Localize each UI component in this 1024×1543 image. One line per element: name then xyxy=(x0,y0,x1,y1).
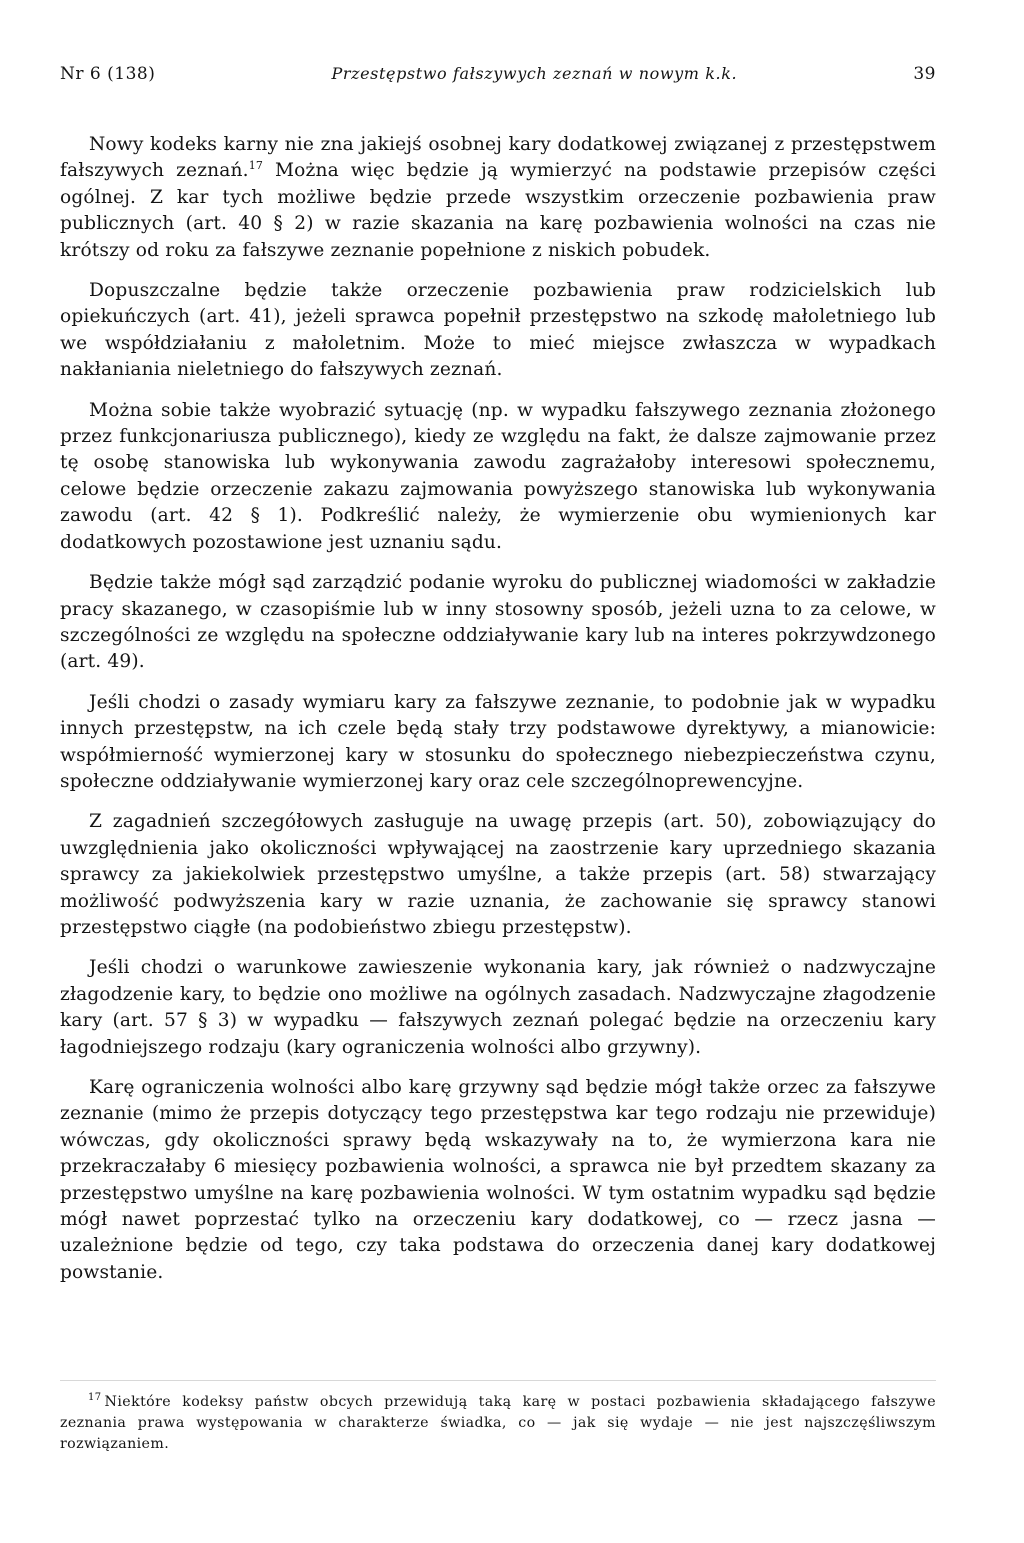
footnote-divider xyxy=(60,1380,936,1381)
footnote xyxy=(60,1392,936,1455)
running-header xyxy=(60,64,936,92)
paragraph-3: Można sobie także wyobrazić sytuację (np. w wypadku fałszywego zeznania złożonego przez funkcjonariusza publicznego), kiedy ze względu na fakt, że dalsze zajmowanie przez tę osobę stanowiska lub wykonywania zawodu zagrażałoby interesowi społecznemu, celowe będzie orzeczenie zakazu zajmowania powyższego stanowiska lub wykonywania zawodu (art. 42 § 1). Podkreślić należy, że wymierzenie obu wymienionych kar dodatkowych pozostawione jest uznaniu sądu. xyxy=(60,399,936,553)
article-body xyxy=(60,132,936,1286)
paragraph-8: Karę ograniczenia wolności albo karę grzywny sąd będzie mógł także orzec za fałszywe zeznanie (mimo że przepis dotyczący tego przestępstwa kar tego rodzaju nie przewiduje) wówczas, gdy okoliczności sprawy będą wskazywały na to, że wymierzona kara nie przekraczałaby 6 miesięcy pozbawienia wolności, a sprawca nie był przedtem skazany za przestępstwo umyślne na karę pozbawienia wolności. W tym ostatnim wypadku sąd będzie mógł nawet poprzestać tylko na orzeczeniu kary dodatkowej, co — rzecz jasna — uzależnione będzie od tego, czy taka podstawa do orzeczenia danej kary dodatkowej powstanie. xyxy=(60,1077,936,1283)
paragraph-2: Dopuszczalne będzie także orzeczenie pozbawienia praw rodzicielskich lub opiekuńczych (art. 41), jeżeli sprawca popełnił przestępstwo na szkodę małoletniego lub we współdziałaniu z małoletnim. Może to mieć miejsce zwłaszcza w wypadkach nakłaniania nieletniego do fałszywych zeznań. xyxy=(60,280,936,381)
running-title: Przestępstwo fałszywych zeznań w nowym k.k. xyxy=(331,64,738,83)
page-number: 39 xyxy=(913,64,936,84)
paragraph-6: Z zagadnień szczegółowych zasługuje na uwagę przepis (art. 50), zobowiązujący do uwzględnienia jako okoliczności wpływającej na zaostrzenie kary uprzedniego skazania sprawcy za jakiekolwiek przestępstwo umyślne, a także przepis (art. 58) stwarzający możliwość podwyższenia kary w razie uznania, że zachowanie się sprawcy stanowi przestępstwo ciągłe (na podobieństwo zbiegu przestępstw). xyxy=(60,811,936,938)
page xyxy=(60,64,936,1300)
footnote-number: 17 xyxy=(88,1392,102,1404)
paragraph-5: Jeśli chodzi o zasady wymiaru kary za fałszywe zeznanie, to podobnie jak w wypadku innych przestępstw, na ich czele będą stały trzy podstawowe dyrektywy, a mianowicie: współmierność wymierzonej kary w stosunku do społecznego niebezpieczeństwa czynu, społeczne oddziaływanie wymierzonej kary oraz cele szczególnoprewencyjne. xyxy=(60,691,936,792)
paragraph-text: Można więc będzie ją wymierzyć na podstawie przepisów części ogólnej. Z kar tych możliwe będzie przede wszystkim orzeczenie pozbawienia praw publicznych (art. 40 § 2) w razie skazania na karę pozbawienia wolności na czas nie krótszy od roku za fałszywe zeznanie popełnione z niskich pobudek. xyxy=(60,160,936,261)
footnote-text: Niektóre kodeksy państw obcych przewidują taką karę w postaci pozbawienia składającego fałszywe zeznania prawa występowania w charakterze świadka, co — jak się wydaje — nie jest najszczęśliwszym rozwiązaniem. xyxy=(60,1394,936,1452)
paragraph-text: Nowy kodeks karny nie zna jakiejś osobnej kary dodatkowej związanej z przestępstwem fałszywych zeznań. xyxy=(60,134,936,182)
paragraph-4: Będzie także mógł sąd zarządzić podanie wyroku do publicznej wiadomości w zakładzie pracy skazanego, w czasopiśmie lub w inny stosowny sposób, jeżeli uzna to za celowe, w szczególności ze względu na społeczne oddziaływanie kary lub na interes pokrzywdzonego (art. 49). xyxy=(60,572,936,673)
issue-number: Nr 6 (138) xyxy=(60,64,156,84)
paragraph-1 xyxy=(60,132,936,264)
paragraph-7: Jeśli chodzi o warunkowe zawieszenie wykonania kary, jak również o nadzwyczajne złagodzenie kary, to będzie ono możliwe na ogólnych zasadach. Nadzwyczajne złagodzenie kary (art. 57 § 3) w wypadku — fałszywych zeznań polegać będzie na orzeczeniu kary łagodniejszego rodzaju (kary ograniczenia wolności albo grzywny). xyxy=(60,957,936,1058)
footnote-reference[interactable]: 17 xyxy=(248,159,264,173)
